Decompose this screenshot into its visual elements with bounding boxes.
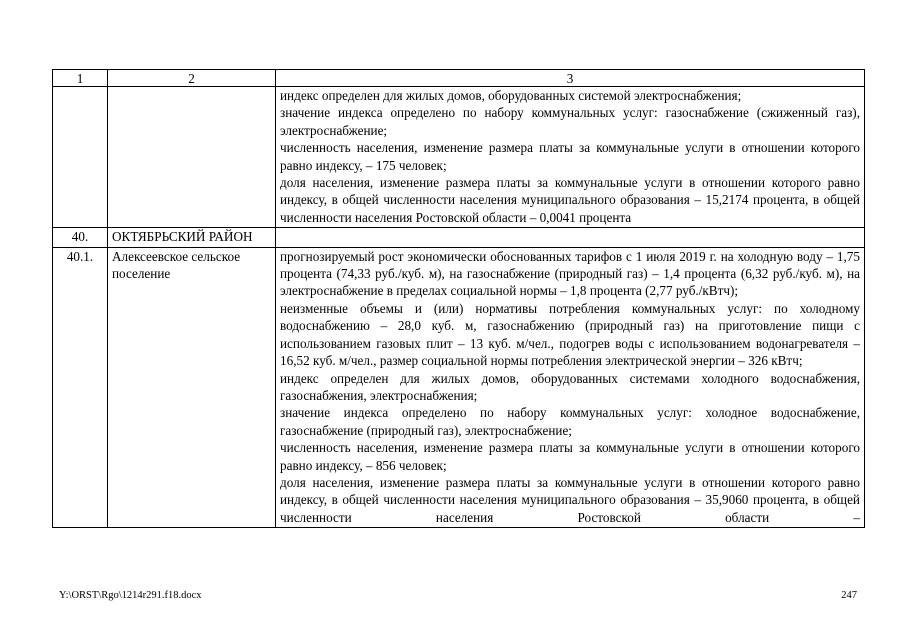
description-paragraph: индекс определен для жилых домов, оборудованных системами холодного водоснабжения, газоснабжения, электроснабжения; xyxy=(280,370,860,403)
row-number xyxy=(53,87,108,228)
description-paragraph: неизменные объемы и (или) нормативы потребления коммунальных услуг: по холодному водоснабжению – 28,0 куб. м, газоснабжению (природный газ) на приготовление пищи с использованием газовых плит – 13 куб. м/чел., подогрев воды с использованием водонагревателя – 16,52 куб. м/чел., размер социальной нормы потребления электрической энергии – 326 кВтч; xyxy=(280,300,860,369)
table-header-row xyxy=(53,70,865,87)
description-paragraph: численность населения, изменение размера платы за коммунальные услуги в отношении которого равно индексу, – 856 человек; xyxy=(280,440,860,473)
description-paragraph: доля населения, изменение размера платы за коммунальные услуги в отношении которого равно индексу, в общей численности населения муниципального образования – 35,9060 процента, в общей численности населения Ростовской области – xyxy=(280,474,860,525)
table-row-district xyxy=(53,228,865,247)
row-number: 40.1. xyxy=(53,247,108,528)
row-description xyxy=(276,228,865,247)
district-name: ОКТЯБРЬСКИЙ РАЙОН xyxy=(108,228,276,247)
row-number: 40. xyxy=(53,228,108,247)
table-row-settlement xyxy=(53,247,865,528)
description-paragraph: доля населения, изменение размера платы за коммунальные услуги в отношении которого равно индексу, в общей численности населения муниципального образования – 15,2174 процента, в общей численности населения Ростовской области – 0,0041 процента xyxy=(280,175,860,225)
description-paragraph: численность населения, изменение размера платы за коммунальные услуги в отношении которого равно индексу, – 175 человек; xyxy=(280,140,860,173)
table-row-continuation xyxy=(53,87,865,228)
header-cell-3: 3 xyxy=(276,70,865,87)
description-paragraph: индекс определен для жилых домов, оборудованных системой электроснабжения; xyxy=(280,88,742,103)
description-paragraph: прогнозируемый рост экономически обоснованных тарифов с 1 июля 2019 г. на холодную воду – 1,75 процента (74,33 руб./куб. м), на газоснабжение (природный газ) – 1,4 процента (6,32 руб./куб. м), на электроснабжение в пределах социальной нормы – 1,8 процента (2,77 руб./кВтч); xyxy=(280,248,860,299)
footer-file-path: Y:\ORST\Rgo\1214r291.f18.docx xyxy=(59,590,202,601)
description-paragraph: значение индекса определено по набору коммунальных услуг: холодное водоснабжение, газоснабжение (природный газ), электроснабжение; xyxy=(280,405,860,438)
tariff-index-table xyxy=(52,69,865,528)
header-cell-2: 2 xyxy=(108,70,276,87)
footer-page-number: 247 xyxy=(841,590,857,601)
row-name xyxy=(108,87,276,228)
row-description xyxy=(276,87,865,228)
description-paragraph: значение индекса определено по набору коммунальных услуг: газоснабжение (сжиженный газ), электроснабжение; xyxy=(280,105,860,138)
header-cell-1: 1 xyxy=(53,70,108,87)
row-description xyxy=(276,247,865,528)
settlement-name: Алексеевское сельское поселение xyxy=(108,247,276,528)
